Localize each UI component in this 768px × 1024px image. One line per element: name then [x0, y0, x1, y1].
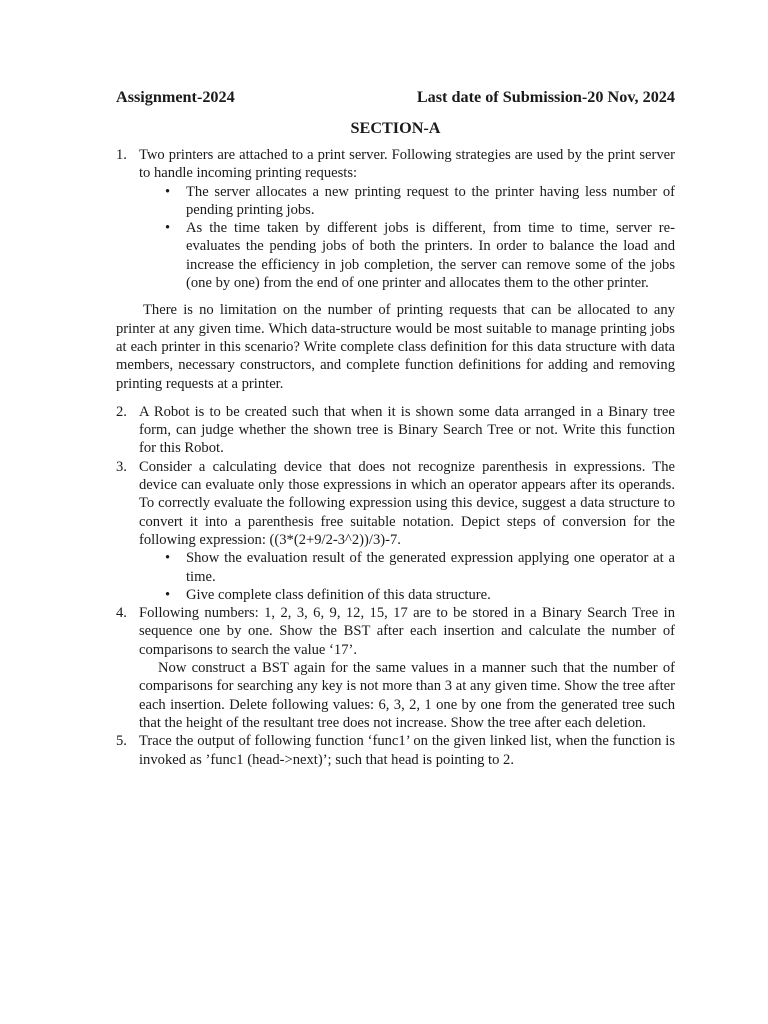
question-text: A Robot is to be created such that when it is shown some data arranged in a Binary tree form, can judge whether the shown tree is Binary Search Tree or not. Write this function for this Robot. [139, 403, 675, 457]
assignment-title: Assignment-2024 [116, 88, 235, 106]
document-page [116, 87, 675, 769]
bullet-item: • As the time taken by different jobs is different, from time to time, server re-evaluates the pending jobs of both the printers. In order to balance the load and increase the efficiency in job completion, the server can remove some of the jobs (one by one) from the end of one printer and allocates them to the other printer. [139, 219, 675, 292]
question-text: Two printers are attached to a print server. Following strategies are used by the print server to handle incoming printing requests: [139, 147, 675, 182]
question-number: 1. [116, 147, 127, 163]
bullet-item: • Show the evaluation result of the generated expression applying one operator at a time. [139, 549, 675, 586]
question-4 [116, 604, 675, 732]
section-title: SECTION-A [350, 119, 441, 137]
question-text-continued: Now construct a BST again for the same values in a manner such that the number of comparisons for searching any key is not more than 3 at any given time. Show the tree after each insertion. Delete following values: 6, 3, 2, 1 one by one from the generated tree such that the height of the resultant tree does not increase. Show the tree after each deletion. [139, 660, 675, 731]
question-number: 3. [116, 458, 127, 475]
question-3 [116, 458, 675, 604]
question-number: 5. [116, 733, 127, 750]
question-text: Consider a calculating device that does not recognize parenthesis in expressions. The device can evaluate only those expressions in which an operator appears after its operands. To correctly evaluate the following expression using this device, suggest a data structure to convert it into a parenthesis free suitable notation. Depict steps of conversion for the following expression: ((3*(2+9/2-3^2))/3)-7. [139, 458, 675, 548]
question-2 [116, 403, 675, 458]
bullet-item: • The server allocates a new printing request to the printer having less number of pending printing jobs. [139, 183, 675, 220]
question-5 [116, 732, 675, 769]
question-number: 4. [116, 605, 127, 622]
header [116, 87, 675, 107]
submission-deadline: Last date of Submission-20 Nov, 2024 [416, 88, 675, 106]
question-list [116, 146, 675, 292]
question-number: 2. [116, 403, 127, 420]
question-text: Trace the output of following function ‘func1’ on the given linked list, when the function is invoked as ’func1 (head->next)’; such that head is pointing to 2. [139, 733, 675, 768]
question-1-paragraph: There is no limitation on the number of printing requests that can be allocated to any printer at any given time. Which data-structure would be most suitable to manage printing jobs at each printer in this scenario? Write complete class definition for this data structure with data members, necessary constructors, and complete function definitions for adding and removing printing requests at a printer. [116, 302, 675, 392]
question-1 [116, 146, 675, 292]
question-text: Following numbers: 1, 2, 3, 6, 9, 12, 15, 17 are to be stored in a Binary Search Tree in sequence one by one. Show the BST after each insertion and calculate the number of comparisons to search the value ‘17’. [139, 605, 675, 658]
bullet-list [139, 183, 675, 293]
bullet-item: • Give complete class definition of this data structure. [139, 586, 675, 604]
bullet-list [139, 549, 675, 604]
question-list [116, 403, 675, 769]
